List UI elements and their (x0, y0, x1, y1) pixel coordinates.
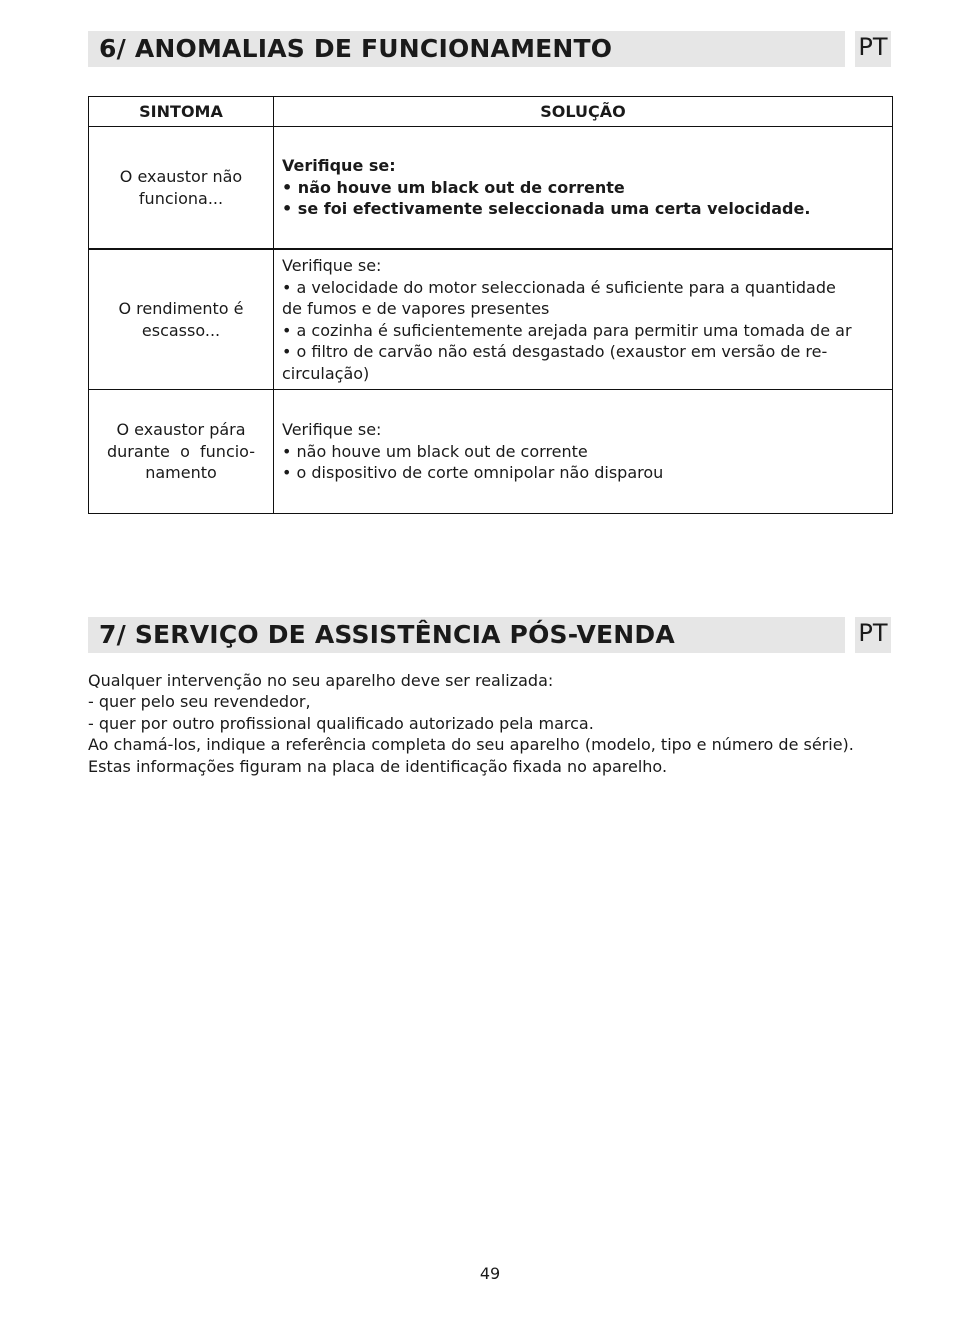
solution-text: • a cozinha é suficientemente arejada para permitir uma tomada de ar (282, 320, 852, 340)
symptom-cell (89, 249, 274, 390)
symptom-cell (89, 127, 274, 250)
symptom-text: namento (145, 463, 217, 483)
solution-cell (274, 249, 893, 390)
symptom-text: O exaustor pára (116, 420, 246, 440)
section-7-language-badge: PT (855, 617, 891, 653)
solution-cell (274, 390, 893, 514)
symptom-text: O rendimento é (118, 299, 244, 318)
paragraph-line: Ao chamá-los, indique a referência completa do seu aparelho (modelo, tipo e número de série). (88, 735, 854, 755)
solution-text: Verifique se: (282, 420, 382, 440)
symptom-cell (89, 390, 274, 514)
solution-text: • a velocidade do motor seleccionada é suficiente para a quantidade (282, 277, 836, 297)
solution-text: de fumos e de vapores presentes (282, 299, 550, 318)
solution-text: Verifique se: (282, 256, 382, 275)
section-6-language-badge: PT (855, 31, 891, 67)
table-header-row (89, 97, 893, 127)
page-number: 49 (479, 1264, 501, 1283)
symptom-text: escasso... (141, 320, 221, 340)
solution-text: • não houve um black out de corrente (282, 441, 588, 461)
section-7-title-bar (88, 617, 845, 653)
after-sales-paragraph (88, 670, 891, 777)
header-solution: SOLUÇÃO (274, 97, 893, 127)
table-row (89, 390, 893, 514)
section-6-title: 6/ ANOMALIAS DE FUNCIONAMENTO (99, 34, 613, 63)
solution-text: • o dispositivo de corte omnipolar não disparou (282, 463, 664, 483)
solution-text: circulação) (282, 363, 370, 383)
solution-cell (274, 127, 893, 250)
paragraph-line: - quer pelo seu revendedor, (88, 692, 311, 712)
section-7-title: 7/ SERVIÇO DE ASSISTÊNCIA PÓS-VENDA (99, 620, 675, 649)
solution-text: • o filtro de carvão não está desgastado (exaustor em versão de re- (282, 342, 828, 361)
solution-text: • se foi efectivamente seleccionada uma certa velocidade. (282, 199, 811, 219)
table-row (89, 249, 893, 390)
table-row (89, 127, 893, 250)
section-7-header (88, 617, 891, 653)
solution-text: • não houve um black out de corrente (282, 177, 625, 197)
symptom-text: funciona... (138, 188, 224, 208)
header-symptom: SINTOMA (89, 97, 274, 127)
section-6-title-bar (88, 31, 845, 67)
paragraph-line: - quer por outro profissional qualificado autorizado pela marca. (88, 713, 594, 733)
solution-text: Verifique se: (282, 156, 396, 176)
section-6-header (88, 31, 891, 67)
symptom-text: durante o funcio- (106, 441, 256, 461)
paragraph-line: Qualquer intervenção no seu aparelho deve ser realizada: (88, 671, 554, 690)
troubleshooting-table (88, 96, 893, 514)
symptom-text: O exaustor não (119, 167, 243, 186)
paragraph-line: Estas informações figuram na placa de identificação fixada no aparelho. (88, 756, 668, 776)
